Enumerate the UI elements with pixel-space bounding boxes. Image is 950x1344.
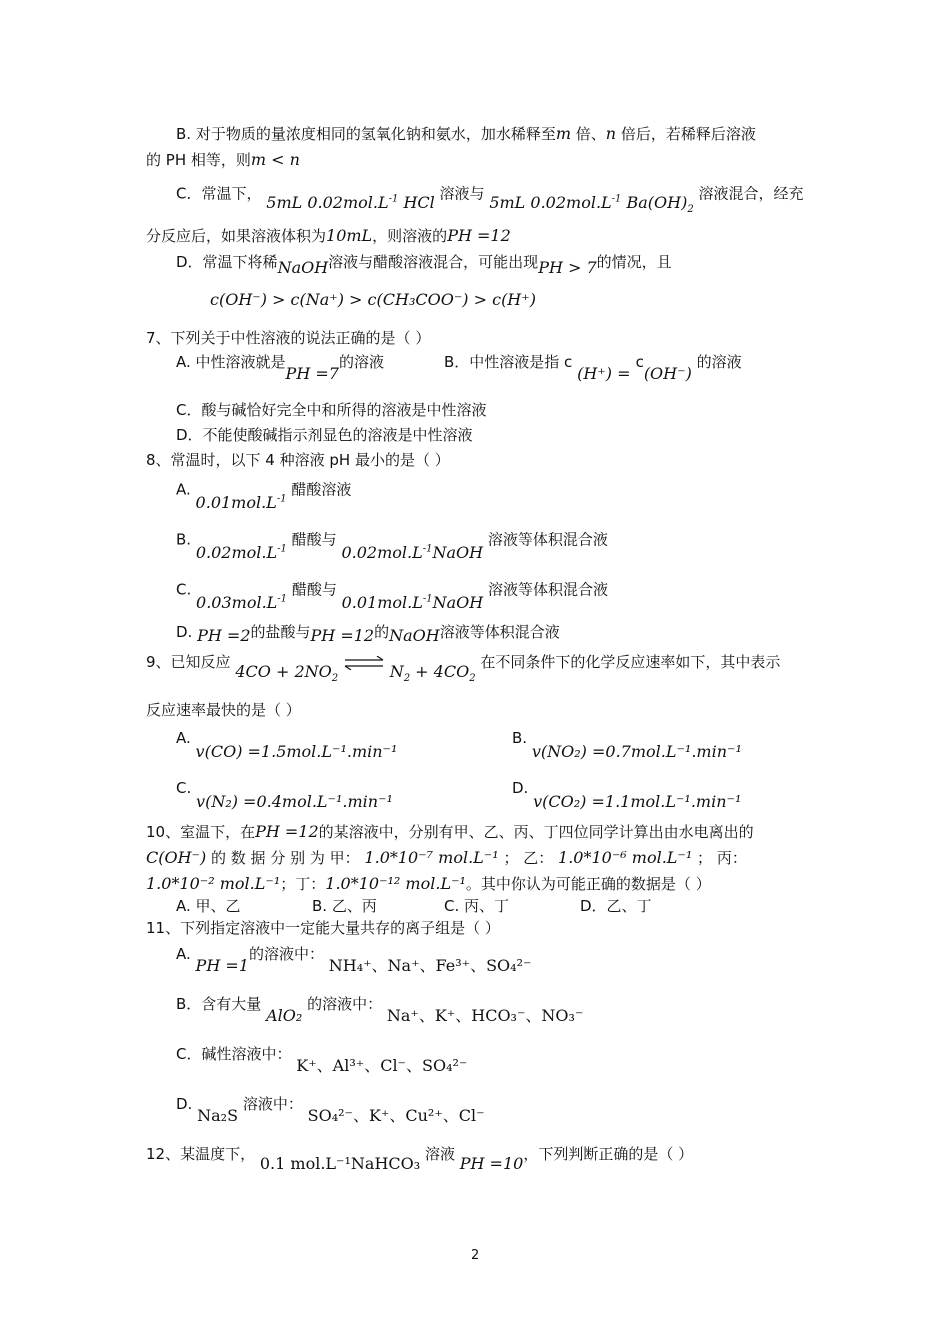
q11-option-d: D. Na₂S 溶液中： SO₄²⁻、K⁺、Cu²⁺、Cl⁻ (176, 1095, 485, 1125)
q9-option-b: B. v(NO₂) =0.7mol.L⁻¹.min⁻¹ (512, 729, 742, 761)
q7-option-c: C．酸与碱恰好完全中和所得的溶液是中性溶液 (176, 401, 487, 419)
q10-option-b: B. 乙、丙 (312, 897, 377, 915)
q11-option-b: B．含有大量 AlO₂ 的溶液中： Na⁺、K⁺、HCO₃⁻、NO₃⁻ (176, 995, 584, 1025)
q9-stem: 9、已知反应 $4CO + 2NO_2$ $N_2 + 4CO_2$ 在不同条件下的化学反应速率如下，其中表示 (146, 653, 781, 685)
q12-stem: 12、某温度下， 0.1 mol.L⁻¹NaHCO₃ 溶液 PH =10，下列判断正确的是（ ） (146, 1145, 694, 1173)
q7-stem: 7、下列关于中性溶液的说法正确的是（ ） (146, 329, 431, 347)
q10-option-d: D．乙、丁 (580, 897, 652, 915)
q9-stem-cont: 反应速率最快的是（ ） (146, 701, 301, 719)
q8-option-d: D. PH =2的盐酸与PH =12的NaOH溶液等体积混合液 (176, 623, 560, 645)
q10-option-a: A. 甲、乙 (176, 897, 241, 915)
q8-option-a: A. $0.01mol.L^{-1}$ 醋酸溶液 (176, 480, 352, 513)
q10-stem: 10、室温下，在PH =12的某溶液中，分别有甲、乙、丙、丁四位同学计算出由水电离出的 (146, 822, 754, 841)
q9-option-c: C. v(N₂) =0.4mol.L⁻¹.min⁻¹ (176, 779, 393, 811)
equilibrium-arrow-icon (343, 656, 385, 670)
q7-option-b: B．中性溶液是指 c (H⁺) = c(OH⁻) 的溶液 (444, 353, 742, 383)
q10-option-c: C. 丙、丁 (444, 897, 510, 915)
q8-stem: 8、常温时，以下 4 种溶液 pH 最小的是（ ） (146, 451, 450, 469)
q6-option-d-inequality: c(OH⁻) > c(Na⁺) > c(CH₃COO⁻) > c(H⁺) (210, 290, 536, 309)
q6-option-b-cont: 的 PH 相等，则m < n (146, 150, 300, 169)
q7-option-d: D．不能使酸碱指示剂显色的溶液是中性溶液 (176, 426, 473, 444)
q11-stem: 11、下列指定溶液中一定能大量共存的离子组是（ ） (146, 919, 500, 937)
q9-option-a: A. v(CO) =1.5mol.L⁻¹.min⁻¹ (176, 729, 398, 761)
q6-option-b: B. 对于物质的量浓度相同的氢氧化钠和氨水，加水稀释至m 倍、n 倍后，若稀释后溶液 (176, 124, 756, 143)
page-number: 2 (471, 1248, 480, 1263)
q9-option-d: D. v(CO₂) =1.1mol.L⁻¹.min⁻¹ (512, 779, 742, 811)
q6-option-d: D．常温下将稀NaOH溶液与醋酸溶液混合，可能出现PH > 7的情况，且 (176, 253, 672, 277)
q8-option-c: C. $0.03mol.L^{-1}$ 醋酸与 $0.01mol.L^{-1}NaOH$ 溶液等体积混合液 (176, 580, 609, 613)
q11-option-c: C．碱性溶液中： K⁺、Al³⁺、Cl⁻、SO₄²⁻ (176, 1045, 468, 1075)
q10-stem-line3: 1.0*10⁻² mol.L⁻¹；丁：1.0*10⁻¹² mol.L⁻¹。其中你认为可能正确的数据是（ ） (146, 874, 711, 893)
q6-option-c-cont: 分反应后，如果溶液体积为10mL，则溶液的PH =12 (146, 226, 511, 245)
q8-option-b: B. $0.02mol.L^{-1}$ 醋酸与 $0.02mol.L^{-1}NaOH$ 溶液等体积混合液 (176, 530, 608, 563)
q7-option-a: A. 中性溶液就是PH =7的溶液 (176, 353, 384, 383)
q10-stem-line2: C(OH⁻) 的 数 据 分 别 为 甲： 1.0*10⁻⁷ mol.L⁻¹ ； 乙： 1.0*10⁻⁶ mol.L⁻¹ ； 丙： (146, 848, 747, 867)
q6-option-c: C．常温下， 5mL $0.02mol.L^{-1}$ HCl 溶液与 5mL $0.02mol.L^{-1}$ $Ba(OH)_2$ 溶液混合，经充 (176, 184, 804, 216)
q11-option-a: A. PH =1的溶液中： NH₄⁺、Na⁺、Fe³⁺、SO₄²⁻ (176, 945, 532, 975)
